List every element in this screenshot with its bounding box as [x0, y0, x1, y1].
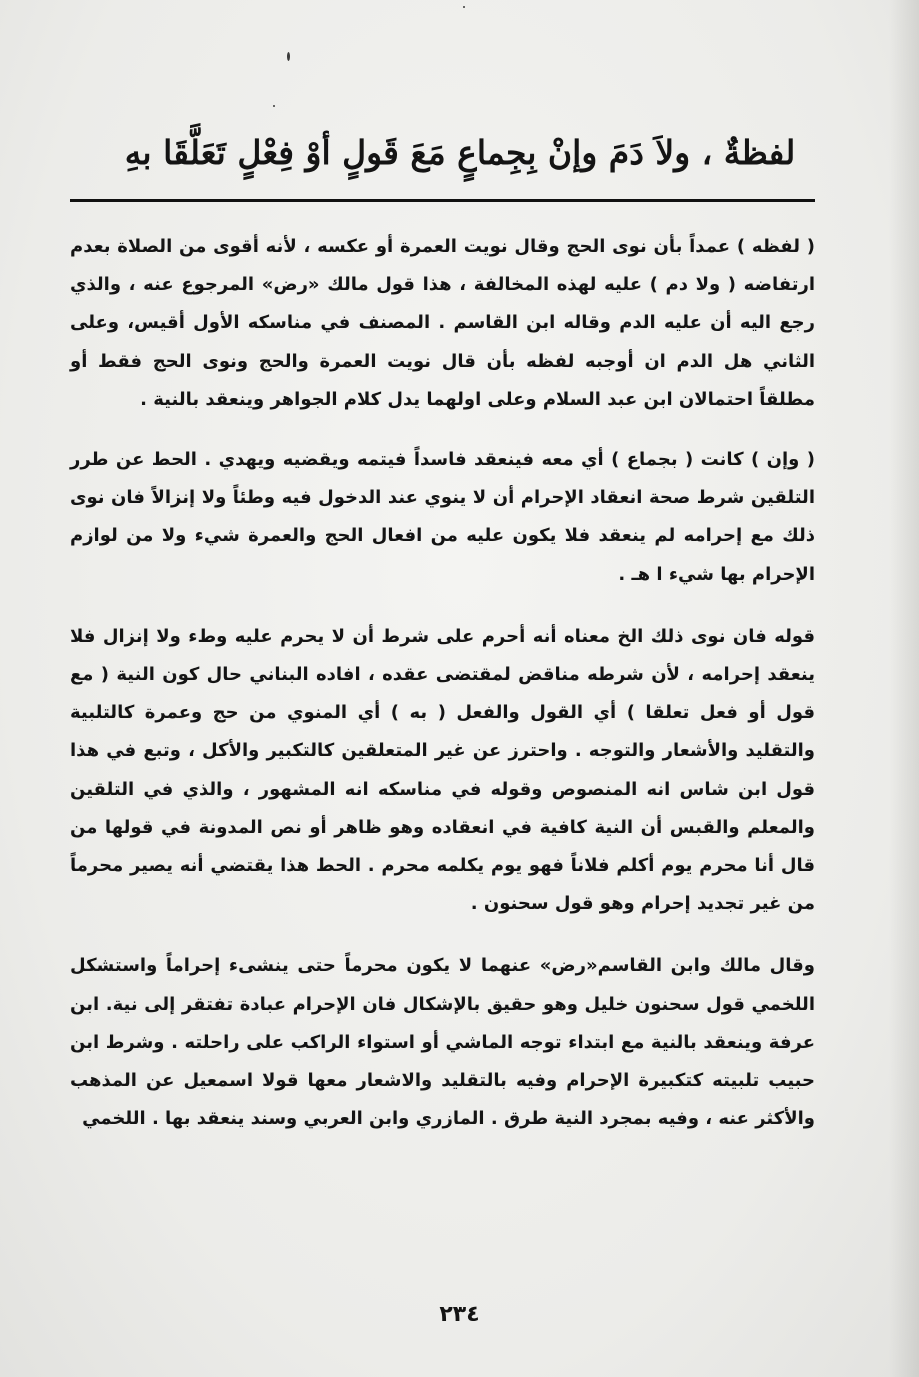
verse-header: لفظةٌ ، ولاَ دَمَ وإنْ بِجِماعٍ مَعَ قَولٍ أوْ فِعْلٍ تَعَلَّقَا بهِ [124, 133, 796, 172]
commentary-body [70, 228, 815, 1138]
paragraph-4: وقال مالك وابن القاسم«رض» عنهما لا يكون محرماً حتى ينشىء إحراماً واستشكل اللخمي قول سحنون خليل وهو حقيق بالإشكال فان الإحرام عبادة تفتقر إلى نية. ابن عرفة وينعقد بالنية مع ابتداء توجه الماشي أو استواء الراكب على راحلته . وشرط ابن حبيب تلبيته كتكبيرة الإحرام وفيه بالتقليد والاشعار معها قولا اسمعيل عن المذهب والأكثر عنه ، وفيه بمجرد النية طرق . المازري وابن العربي وسند ينعقد بها . اللخمي [70, 955, 815, 1130]
page-number: ٢٣٤ [439, 1302, 480, 1327]
header-rule [70, 199, 815, 202]
page-edge-shadow [889, 0, 919, 1377]
print-speck [287, 52, 290, 61]
paragraph-2: ( وإن ) كانت ( بجماع ) أي معه فينعقد فاسداً فيتمه ويقضيه ويهدي . الحط عن طرر التلقين شرط صحة انعقاد الإحرام أن لا ينوي عند الدخول فيه وطئاً ولا إنزالاً فان نوى ذلك مع إحرامه لم ينعقد فلا يكون عليه من افعال الحج والعمرة شيء ولا من لوازم الإحرام بها شيء ا هـ . [70, 449, 815, 585]
print-speck [463, 6, 465, 8]
paragraph-3: قوله فان نوى ذلك الخ معناه أنه أحرم على شرط أن لا يحرم عليه وطء ولا إنزال فلا ينعقد إحرامه ، لأن شرطه مناقض لمقتضى عقده ، افاده البناني حال كون النية ( مع قول أو فعل تعلقا ) أي القول والفعل ( به ) أي المنوي من حج وعمرة كالتلبية والتقليد والأشعار والتوجه . واحترز عن غير المتعلقين كالتكبير والأكل ، وتبع في هذا قول ابن شاس انه المنصوص وقوله في مناسكه انه المشهور ، والذي في التلقين والمعلم والقبس أن النية كافية في انعقاده وهو ظاهر أو نص المدونة في قولها من قال أنا محرم يوم أكلم فلاناً فهو يوم يكلمه محرم . الحط هذا يقتضي أنه يصير محرماً من غير تجديد إحرام وهو قول سحنون . [70, 625, 815, 915]
print-speck [273, 105, 275, 107]
paragraph-1: ( لفظه ) عمداً بأن نوى الحج وقال نويت العمرة أو عكسه ، لأنه أقوى من الصلاة بعدم ارتفاضه ( ولا دم ) عليه لهذه المخالفة ، هذا قول مالك «رض» المرجوع عنه ، والذي رجع اليه أن عليه الدم وقاله ابن القاسم . المصنف في مناسكه الأول أقيس، وعلى الثاني هل الدم ان أوجبه لفظه بأن قال نويت العمرة والحج ونوى الحج فقط أو مطلقاً احتمالان ابن عبد السلام وعلى اولهما يدل كلام الجواهر وينعقد بالنية . [70, 236, 815, 410]
